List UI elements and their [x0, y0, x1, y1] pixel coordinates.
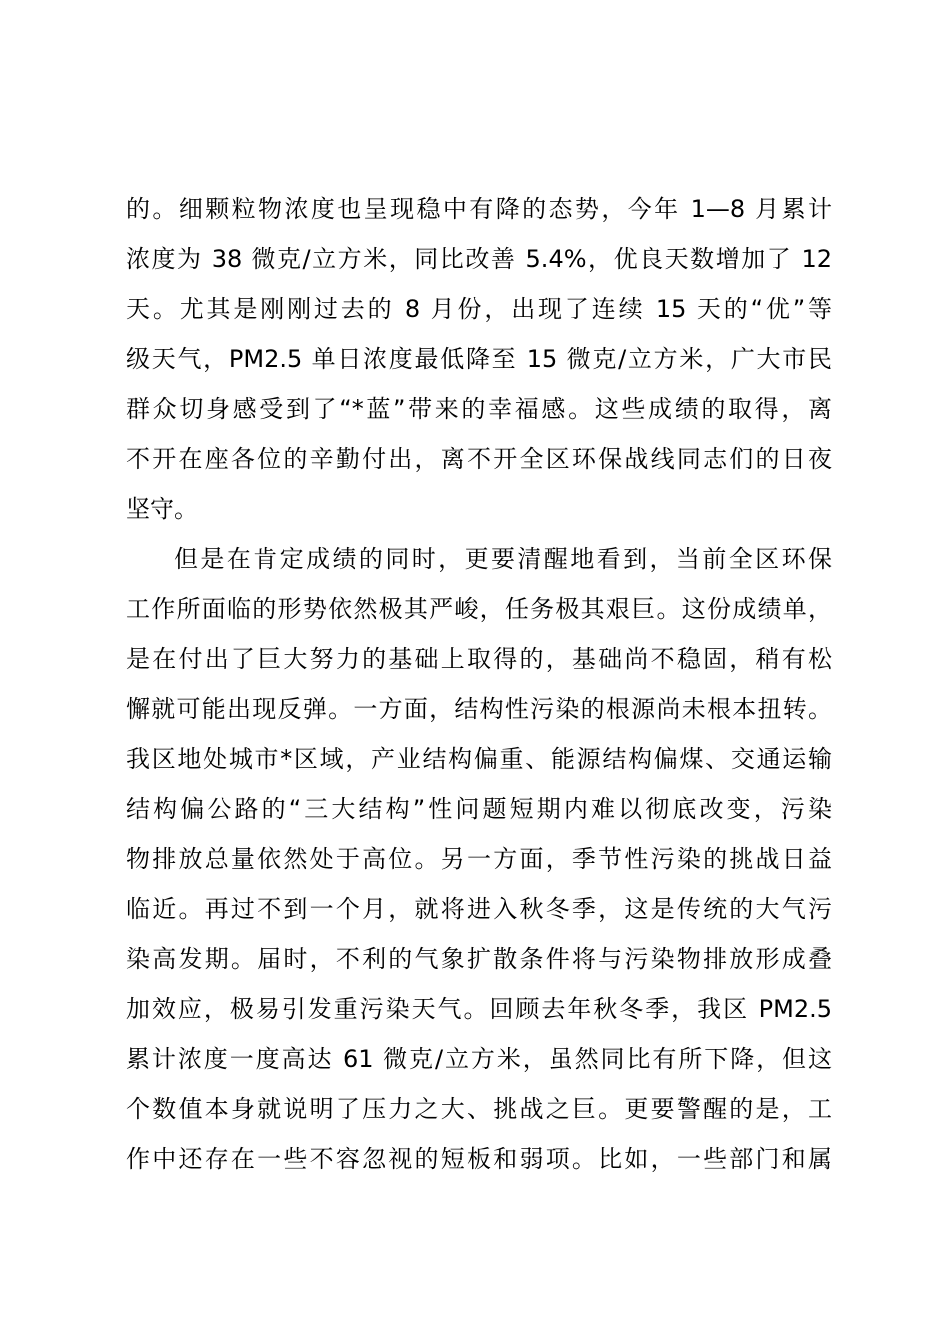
text-line: 物排放总量依然处于高位。另一方面，季节性污染的挑战日益: [126, 845, 832, 873]
text-line: 浓度为 38 微克/立方米，同比改善 5.4%，优良天数增加了 12: [126, 245, 832, 273]
text-line: 级天气，PM2.5 单日浓度最低降至 15 微克/立方米，广大市民: [126, 345, 832, 373]
text-line: 工作所面临的形势依然极其严峻，任务极其艰巨。这份成绩单，: [126, 595, 832, 623]
text-line: 作中还存在一些不容忽视的短板和弱项。比如，一些部门和属: [126, 1145, 832, 1173]
text-line: 群众切身感受到了“*蓝”带来的幸福感。这些成绩的取得，离: [126, 395, 832, 423]
document-body: [126, 184, 832, 1184]
text-line: 加效应，极易引发重污染天气。回顾去年秋冬季，我区 PM2.5: [126, 995, 832, 1023]
paragraph-challenges: [126, 534, 832, 1184]
text-line: 的。细颗粒物浓度也呈现稳中有降的态势，今年 1—8 月累计: [126, 195, 832, 223]
text-line: 结构偏公路的“三大结构”性问题短期内难以彻底改变，污染: [126, 795, 832, 823]
text-line: 我区地处城市*区域，产业结构偏重、能源结构偏煤、交通运输: [126, 745, 832, 773]
text-line: 懈就可能出现反弹。一方面，结构性污染的根源尚未根本扭转。: [126, 695, 832, 723]
text-line: 天。尤其是刚刚过去的 8 月份，出现了连续 15 天的“优”等: [126, 295, 832, 323]
text-line: 染高发期。届时，不利的气象扩散条件将与污染物排放形成叠: [126, 945, 832, 973]
text-line: 但是在肯定成绩的同时，更要清醒地看到，当前全区环保: [174, 545, 832, 573]
text-line: 临近。再过不到一个月，就将进入秋冬季，这是传统的大气污: [126, 895, 832, 923]
paragraph-continuation: [126, 184, 832, 534]
text-line: 累计浓度一度高达 61 微克/立方米，虽然同比有所下降，但这: [126, 1045, 832, 1073]
text-line: 不开在座各位的辛勤付出，离不开全区环保战线同志们的日夜: [126, 445, 832, 473]
text-line: 个数值本身就说明了压力之大、挑战之巨。更要警醒的是，工: [126, 1095, 832, 1123]
text-line: 坚守。: [126, 495, 198, 523]
text-line: 是在付出了巨大努力的基础上取得的，基础尚不稳固，稍有松: [126, 645, 832, 673]
